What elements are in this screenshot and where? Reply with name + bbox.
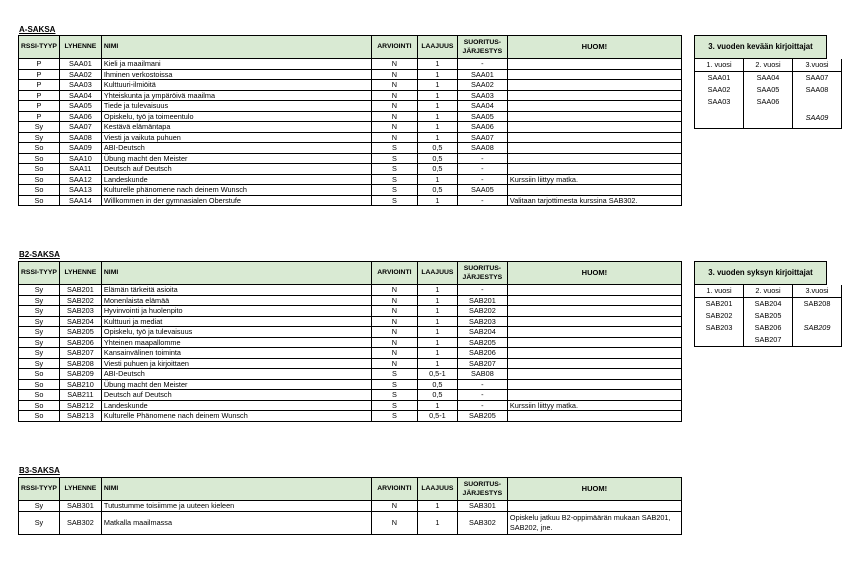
cell-huom: [507, 337, 681, 348]
cell-nimi: ABI-Deutsch: [101, 143, 371, 154]
cell-tyyppi: So: [19, 379, 60, 390]
col-laajuus: LAAJUUS: [417, 36, 457, 59]
cell-laajuus: 1: [417, 59, 457, 70]
cell-suoritusjarjestys: -: [457, 400, 507, 411]
cell-huom: [507, 369, 681, 380]
cell-laajuus: 0,5: [417, 164, 457, 175]
col-huom: HUOM!: [507, 36, 681, 59]
side-table-kevat: [694, 59, 842, 129]
cell-arviointi: N: [371, 501, 417, 512]
cell-lyhenne: SAA11: [59, 164, 101, 175]
side-cell: SAB209: [803, 323, 831, 332]
cell-suoritusjarjestys: -: [457, 59, 507, 70]
cell-arviointi: N: [371, 295, 417, 306]
cell-tyyppi: So: [19, 174, 60, 185]
col-suoritusjarjestys: SUORITUS- JÄRJESTYS: [457, 36, 507, 59]
cell-tyyppi: So: [19, 164, 60, 175]
cell-nimi: Tutustumme toisiimme ja uuteen kieleen: [101, 501, 371, 512]
cell-huom: [507, 80, 681, 91]
side-cell: [793, 96, 842, 108]
table-header-row: [19, 478, 682, 501]
cell-suoritusjarjestys: SAB302: [457, 511, 507, 534]
cell-laajuus: 1: [417, 122, 457, 133]
table-row: [19, 379, 682, 390]
cell-nimi: Übung macht den Meister: [101, 153, 371, 164]
cell-huom: [507, 143, 681, 154]
table-row: [19, 337, 682, 348]
side-cell: SAA07: [805, 73, 829, 82]
table-row: [19, 358, 682, 369]
cell-huom: Valitaan tarjottimesta kurssina SAB302.: [507, 195, 681, 206]
cell-tyyppi: Sy: [19, 358, 60, 369]
table-row: [19, 400, 682, 411]
cell-suoritusjarjestys: SAB203: [457, 316, 507, 327]
cell-lyhenne: SAB209: [59, 369, 101, 380]
side-cell: [695, 108, 744, 129]
cell-lyhenne: SAB203: [59, 306, 101, 317]
cell-tyyppi: So: [19, 185, 60, 196]
side-col-header: 2. vuosi: [744, 285, 793, 298]
table-row: [19, 348, 682, 359]
cell-laajuus: 1: [417, 348, 457, 359]
cell-huom: [507, 411, 681, 422]
cell-tyyppi: P: [19, 59, 60, 70]
section-title-b2-saksa: B2-SAKSA: [19, 250, 60, 259]
cell-arviointi: S: [371, 400, 417, 411]
table-row: [19, 143, 682, 154]
cell-huom: [507, 390, 681, 401]
cell-nimi: Übung macht den Meister: [101, 379, 371, 390]
cell-lyhenne: SAB205: [59, 327, 101, 338]
cell-suoritusjarjestys: SAB205: [457, 337, 507, 348]
cell-suoritusjarjestys: SAA04: [457, 101, 507, 112]
cell-nimi: Kulttuuri ja mediat: [101, 316, 371, 327]
col-rssi-tyyppi: RSSI-TYYP: [19, 478, 60, 501]
side-cell: SAB201: [695, 298, 744, 311]
side-cell: [793, 310, 842, 322]
cell-lyhenne: SAB211: [59, 390, 101, 401]
cell-laajuus: 1: [417, 285, 457, 296]
table-row: [19, 185, 682, 196]
cell-huom: [507, 348, 681, 359]
cell-nimi: Viesti ja vaikuta puhuen: [101, 132, 371, 143]
cell-huom: [507, 285, 681, 296]
cell-huom: [507, 111, 681, 122]
side-cell: SAA06: [744, 96, 793, 108]
cell-suoritusjarjestys: SAA07: [457, 132, 507, 143]
col-rssi-tyyppi: RSSI-TYYP: [19, 36, 60, 59]
cell-huom: [507, 185, 681, 196]
cell-lyhenne: SAB201: [59, 285, 101, 296]
cell-laajuus: 1: [417, 400, 457, 411]
cell-laajuus: 1: [417, 316, 457, 327]
cell-huom: Opiskelu jatkuu B2-oppimäärän mukaan SAB201, SAB202, jne.: [507, 511, 681, 534]
cell-suoritusjarjestys: SAB201: [457, 295, 507, 306]
cell-suoritusjarjestys: SAB207: [457, 358, 507, 369]
cell-huom: [507, 101, 681, 112]
cell-arviointi: N: [371, 59, 417, 70]
side-title-syksy: 3. vuoden syksyn kirjoittajat: [694, 261, 827, 285]
cell-laajuus: 1: [417, 501, 457, 512]
cell-arviointi: N: [371, 101, 417, 112]
cell-suoritusjarjestys: -: [457, 174, 507, 185]
cell-arviointi: S: [371, 369, 417, 380]
cell-laajuus: 1: [417, 174, 457, 185]
course-table-2: [18, 477, 682, 535]
cell-laajuus: 1: [417, 358, 457, 369]
table-row: [19, 69, 682, 80]
cell-suoritusjarjestys: SAB301: [457, 501, 507, 512]
cell-arviointi: N: [371, 358, 417, 369]
cell-lyhenne: SAB213: [59, 411, 101, 422]
side-cell: SAB204: [744, 298, 793, 311]
cell-nimi: Deutsch auf Deutsch: [101, 390, 371, 401]
table-header-row: [19, 262, 682, 285]
cell-lyhenne: SAA02: [59, 69, 101, 80]
cell-tyyppi: So: [19, 411, 60, 422]
table-row: [19, 132, 682, 143]
cell-arviointi: N: [371, 285, 417, 296]
cell-huom: [507, 295, 681, 306]
cell-laajuus: 1: [417, 69, 457, 80]
table-row: [19, 295, 682, 306]
side-cell: [793, 334, 842, 347]
cell-nimi: Kansainvälinen toiminta: [101, 348, 371, 359]
cell-suoritusjarjestys: -: [457, 379, 507, 390]
cell-arviointi: N: [371, 90, 417, 101]
course-table-1: [18, 261, 682, 422]
cell-huom: [507, 358, 681, 369]
cell-huom: [507, 327, 681, 338]
cell-arviointi: N: [371, 316, 417, 327]
cell-arviointi: S: [371, 411, 417, 422]
cell-laajuus: 1: [417, 337, 457, 348]
cell-arviointi: S: [371, 390, 417, 401]
table-row: [19, 101, 682, 112]
cell-arviointi: S: [371, 153, 417, 164]
cell-lyhenne: SAA13: [59, 185, 101, 196]
cell-lyhenne: SAB301: [59, 501, 101, 512]
cell-nimi: Kulturelle Phänomene nach deinem Wunsch: [101, 411, 371, 422]
cell-laajuus: 0,5: [417, 185, 457, 196]
col-arviointi: ARVIOINTI: [371, 36, 417, 59]
cell-laajuus: 1: [417, 132, 457, 143]
cell-tyyppi: Sy: [19, 327, 60, 338]
cell-arviointi: N: [371, 111, 417, 122]
cell-arviointi: N: [371, 69, 417, 80]
cell-laajuus: 1: [417, 511, 457, 534]
cell-arviointi: S: [371, 174, 417, 185]
side-table-syksy: [694, 285, 842, 347]
side-col-header: 1. vuosi: [695, 59, 744, 72]
table-row: [19, 111, 682, 122]
side-cell: SAA03: [695, 96, 744, 108]
col-arviointi: ARVIOINTI: [371, 262, 417, 285]
cell-tyyppi: P: [19, 80, 60, 91]
col-lyhenne: LYHENNE: [59, 36, 101, 59]
cell-tyyppi: Sy: [19, 122, 60, 133]
cell-lyhenne: SAB207: [59, 348, 101, 359]
cell-arviointi: N: [371, 306, 417, 317]
side-col-header: 3.vuosi: [793, 59, 842, 72]
side-cell: SAB205: [744, 310, 793, 322]
table-row: [19, 511, 682, 534]
cell-tyyppi: So: [19, 143, 60, 154]
cell-huom: [507, 59, 681, 70]
cell-nimi: Yhteiskunta ja ympäröivä maailma: [101, 90, 371, 101]
table-row: [19, 316, 682, 327]
cell-laajuus: 0,5: [417, 390, 457, 401]
cell-suoritusjarjestys: SAA08: [457, 143, 507, 154]
cell-lyhenne: SAA12: [59, 174, 101, 185]
cell-nimi: Opiskelu, työ ja tulevaisuus: [101, 327, 371, 338]
cell-tyyppi: Sy: [19, 132, 60, 143]
cell-suoritusjarjestys: -: [457, 195, 507, 206]
cell-suoritusjarjestys: SAA02: [457, 80, 507, 91]
cell-arviointi: N: [371, 80, 417, 91]
col-huom: HUOM!: [507, 262, 681, 285]
section-title-a-saksa: A-SAKSA: [19, 25, 56, 34]
table-row: [19, 285, 682, 296]
side-cell: SAA01: [695, 72, 744, 85]
table-row: [19, 411, 682, 422]
side-cell: SAA05: [744, 84, 793, 96]
cell-lyhenne: SAB206: [59, 337, 101, 348]
table-row: [19, 390, 682, 401]
cell-suoritusjarjestys: SAA03: [457, 90, 507, 101]
cell-huom: Kurssiin liittyy matka.: [507, 400, 681, 411]
cell-tyyppi: So: [19, 369, 60, 380]
table-row: [19, 164, 682, 175]
cell-laajuus: 1: [417, 295, 457, 306]
col-nimi: NIMI: [101, 36, 371, 59]
col-lyhenne: LYHENNE: [59, 478, 101, 501]
cell-laajuus: 0,5: [417, 143, 457, 154]
table-row: [19, 153, 682, 164]
side-cell: SAB203: [695, 322, 744, 334]
side-cell: [744, 108, 793, 129]
cell-lyhenne: SAB208: [59, 358, 101, 369]
cell-nimi: Kestävä elämäntapa: [101, 122, 371, 133]
cell-laajuus: 1: [417, 111, 457, 122]
col-lyhenne: LYHENNE: [59, 262, 101, 285]
cell-nimi: Landeskunde: [101, 174, 371, 185]
side-cell: [695, 334, 744, 347]
cell-suoritusjarjestys: -: [457, 164, 507, 175]
cell-arviointi: S: [371, 164, 417, 175]
cell-arviointi: S: [371, 185, 417, 196]
cell-nimi: Viesti puhuen ja kirjoittaen: [101, 358, 371, 369]
cell-lyhenne: SAA14: [59, 195, 101, 206]
cell-laajuus: 1: [417, 327, 457, 338]
cell-suoritusjarjestys: SAA01: [457, 69, 507, 80]
cell-nimi: Kulturelle phänomene nach deinem Wunsch: [101, 185, 371, 196]
cell-tyyppi: Sy: [19, 295, 60, 306]
cell-laajuus: 1: [417, 90, 457, 101]
col-huom: HUOM!: [507, 478, 681, 501]
cell-tyyppi: P: [19, 90, 60, 101]
cell-tyyppi: Sy: [19, 348, 60, 359]
cell-nimi: Monenlaista elämää: [101, 295, 371, 306]
cell-suoritusjarjestys: SAB08: [457, 369, 507, 380]
cell-tyyppi: So: [19, 195, 60, 206]
cell-tyyppi: Sy: [19, 316, 60, 327]
cell-laajuus: 1: [417, 195, 457, 206]
cell-nimi: Tiede ja tulevaisuus: [101, 101, 371, 112]
cell-lyhenne: SAB212: [59, 400, 101, 411]
cell-laajuus: 1: [417, 101, 457, 112]
cell-arviointi: S: [371, 143, 417, 154]
cell-lyhenne: SAA06: [59, 111, 101, 122]
cell-arviointi: N: [371, 348, 417, 359]
cell-tyyppi: Sy: [19, 511, 60, 534]
cell-tyyppi: P: [19, 69, 60, 80]
cell-lyhenne: SAB302: [59, 511, 101, 534]
table-row: [19, 306, 682, 317]
cell-huom: [507, 379, 681, 390]
col-nimi: NIMI: [101, 478, 371, 501]
cell-laajuus: 1: [417, 306, 457, 317]
side-col-header: 1. vuosi: [695, 285, 744, 298]
cell-tyyppi: Sy: [19, 285, 60, 296]
cell-suoritusjarjestys: SAA05: [457, 111, 507, 122]
cell-suoritusjarjestys: SAB205: [457, 411, 507, 422]
cell-suoritusjarjestys: -: [457, 285, 507, 296]
cell-lyhenne: SAA07: [59, 122, 101, 133]
cell-nimi: Elämän tärkeitä asioita: [101, 285, 371, 296]
side-cell: SAA04: [744, 72, 793, 85]
cell-tyyppi: So: [19, 390, 60, 401]
cell-nimi: Ihminen verkostoissa: [101, 69, 371, 80]
cell-lyhenne: SAB210: [59, 379, 101, 390]
side-cell: SAB208: [803, 299, 831, 308]
cell-arviointi: N: [371, 511, 417, 534]
side-cell: SAA09: [793, 108, 842, 129]
cell-nimi: Deutsch auf Deutsch: [101, 164, 371, 175]
side-cell: SAA02: [695, 84, 744, 96]
cell-nimi: Kulttuuri-ilmiöitä: [101, 80, 371, 91]
table-row: [19, 80, 682, 91]
cell-lyhenne: SAB204: [59, 316, 101, 327]
table-row: [19, 90, 682, 101]
cell-arviointi: S: [371, 379, 417, 390]
cell-suoritusjarjestys: SAA05: [457, 185, 507, 196]
cell-huom: [507, 164, 681, 175]
col-nimi: NIMI: [101, 262, 371, 285]
col-rssi-tyyppi: RSSI-TYYP: [19, 262, 60, 285]
side-cell: SAB202: [695, 310, 744, 322]
cell-nimi: Opiskelu, työ ja toimeentulo: [101, 111, 371, 122]
cell-huom: [507, 306, 681, 317]
cell-nimi: Willkommen in der gymnasialen Oberstufe: [101, 195, 371, 206]
cell-arviointi: N: [371, 337, 417, 348]
cell-tyyppi: Sy: [19, 501, 60, 512]
side-col-header: 3.vuosi: [793, 285, 842, 298]
col-laajuus: LAAJUUS: [417, 478, 457, 501]
cell-lyhenne: SAA10: [59, 153, 101, 164]
col-suoritusjarjestys: SUORITUS- JÄRJESTYS: [457, 262, 507, 285]
cell-nimi: Matkalla maailmassa: [101, 511, 371, 534]
cell-laajuus: 0,5-1: [417, 369, 457, 380]
cell-nimi: Landeskunde: [101, 400, 371, 411]
side-col-header: 2. vuosi: [744, 59, 793, 72]
cell-arviointi: N: [371, 132, 417, 143]
cell-nimi: Yhteinen maapallomme: [101, 337, 371, 348]
cell-huom: [507, 132, 681, 143]
cell-suoritusjarjestys: SAB202: [457, 306, 507, 317]
cell-huom: [507, 90, 681, 101]
cell-huom: [507, 501, 681, 512]
cell-tyyppi: P: [19, 111, 60, 122]
cell-arviointi: N: [371, 122, 417, 133]
table-row: [19, 122, 682, 133]
section-title-b3-saksa: B3-SAKSA: [19, 466, 60, 475]
cell-suoritusjarjestys: -: [457, 390, 507, 401]
cell-huom: [507, 153, 681, 164]
cell-tyyppi: Sy: [19, 306, 60, 317]
course-table-0: [18, 35, 682, 206]
table-row: [19, 195, 682, 206]
cell-laajuus: 0,5: [417, 379, 457, 390]
table-row: [19, 501, 682, 512]
cell-tyyppi: So: [19, 153, 60, 164]
cell-arviointi: S: [371, 195, 417, 206]
cell-huom: [507, 69, 681, 80]
cell-suoritusjarjestys: SAB206: [457, 348, 507, 359]
side-cell: SAB207: [744, 334, 793, 347]
cell-lyhenne: SAA03: [59, 80, 101, 91]
cell-huom: [507, 122, 681, 133]
cell-suoritusjarjestys: SAB204: [457, 327, 507, 338]
cell-laajuus: 1: [417, 80, 457, 91]
side-cell: SAA08: [805, 85, 829, 94]
cell-nimi: Hyvinvointi ja huolenpito: [101, 306, 371, 317]
cell-tyyppi: Sy: [19, 337, 60, 348]
cell-tyyppi: So: [19, 400, 60, 411]
cell-huom: [507, 316, 681, 327]
col-laajuus: LAAJUUS: [417, 262, 457, 285]
table-header-row: [19, 36, 682, 59]
table-row: [19, 369, 682, 380]
table-row: [19, 59, 682, 70]
cell-laajuus: 0,5-1: [417, 411, 457, 422]
col-suoritusjarjestys: SUORITUS- JÄRJESTYS: [457, 478, 507, 501]
table-row: [19, 327, 682, 338]
cell-lyhenne: SAA04: [59, 90, 101, 101]
cell-nimi: ABI-Deutsch: [101, 369, 371, 380]
cell-lyhenne: SAB202: [59, 295, 101, 306]
table-row: [19, 174, 682, 185]
col-arviointi: ARVIOINTI: [371, 478, 417, 501]
cell-huom: Kurssiin liittyy matka.: [507, 174, 681, 185]
cell-lyhenne: SAA05: [59, 101, 101, 112]
cell-lyhenne: SAA01: [59, 59, 101, 70]
cell-suoritusjarjestys: SAA06: [457, 122, 507, 133]
cell-tyyppi: P: [19, 101, 60, 112]
cell-lyhenne: SAA09: [59, 143, 101, 154]
cell-suoritusjarjestys: -: [457, 153, 507, 164]
cell-arviointi: N: [371, 327, 417, 338]
cell-laajuus: 0,5: [417, 153, 457, 164]
side-cell: SAB206: [744, 322, 793, 334]
side-title-kevat: 3. vuoden kevään kirjoittajat: [694, 35, 827, 59]
cell-lyhenne: SAA08: [59, 132, 101, 143]
cell-nimi: Kieli ja maailmani: [101, 59, 371, 70]
